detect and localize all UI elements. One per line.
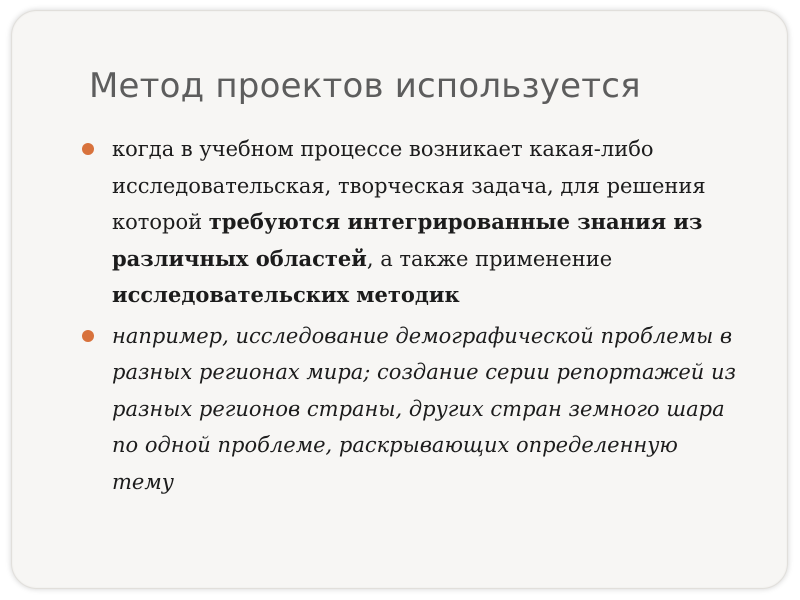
bullet-1-part-2-bold: требуются интегрированные знания из различных областей [112, 209, 703, 271]
slide-content [82, 131, 742, 500]
bullet-dot-icon [82, 330, 94, 342]
slide-title: Метод проектов используется [89, 66, 641, 106]
bullet-dot-icon [82, 143, 94, 155]
bullet-item-2 [82, 318, 742, 501]
bullet-1-part-3: , а также применение [366, 246, 613, 271]
bullet-2-text: например, исследование демографической проблемы в разных регионах мира; создание серии репортажей из разных регионов страны, других стран земного шара по одной проблеме, раскрывающих определенную тему [112, 323, 736, 494]
bullet-item-1 [82, 131, 742, 314]
bullet-1-part-1: когда в учебном процессе возникает какая-либо исследовательская, творческая задача, для решения которой [112, 137, 706, 234]
bullet-1-part-4-bold: исследовательских методик [112, 282, 460, 307]
bullet-1-text [112, 137, 706, 307]
